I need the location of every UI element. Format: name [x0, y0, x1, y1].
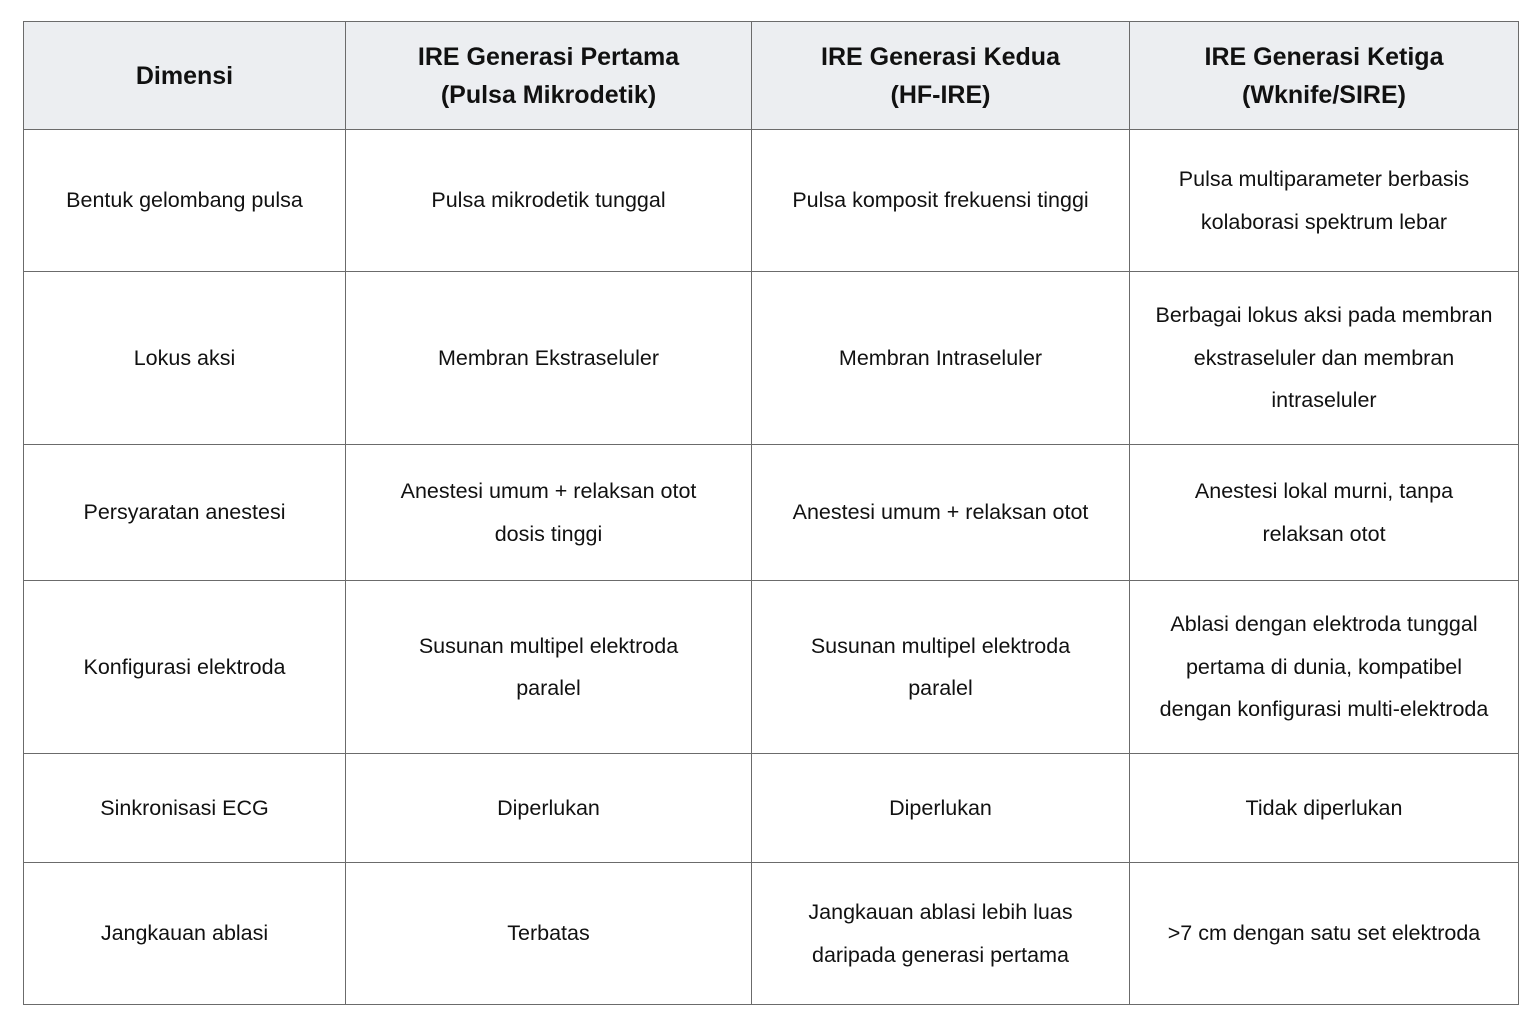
table-cell — [24, 581, 346, 754]
header-text: IRE Generasi Kedua — [821, 42, 1060, 71]
table-cell — [752, 581, 1130, 754]
cell-text: daripada generasi pertama — [812, 942, 1069, 967]
table-cell — [1130, 445, 1519, 581]
cell-text: Bentuk gelombang pulsa — [66, 188, 303, 213]
table-row-konfigurasi-elektroda — [24, 581, 1519, 754]
cell-text: Anestesi lokal murni, tanpa — [1194, 479, 1454, 503]
table-cell — [1130, 754, 1519, 863]
cell-text: Jangkauan ablasi — [100, 921, 269, 946]
cell-text: Pulsa multiparameter berbasis — [1178, 167, 1470, 191]
table-cell — [1130, 863, 1519, 1005]
cell-text: ekstraseluler dan membran — [1193, 345, 1455, 370]
table-cell — [752, 130, 1130, 272]
table-row-persyaratan-anestesi — [24, 445, 1519, 581]
cell-text: Ablasi dengan elektroda tunggal — [1170, 612, 1478, 637]
cell-text: dosis tinggi — [494, 521, 603, 546]
header-text: Dimensi — [135, 61, 234, 90]
table-row-bentuk-gelombang — [24, 130, 1519, 272]
table-row-lokus-aksi — [24, 272, 1519, 445]
table-cell — [1130, 130, 1519, 272]
cell-text: Berbagai lokus aksi pada membran — [1155, 303, 1493, 328]
cell-text: Jangkauan ablasi lebih luas — [808, 900, 1073, 924]
table-cell — [752, 445, 1130, 581]
cell-text: Persyaratan anestesi — [83, 500, 286, 525]
header-subtext: (Pulsa Mikrodetik) — [440, 80, 657, 109]
header-second-generation — [752, 22, 1130, 130]
cell-text: relaksan otot — [1262, 521, 1386, 546]
cell-text: Anestesi umum + relaksan otot — [792, 500, 1089, 525]
table-cell — [24, 272, 346, 445]
table-cell — [346, 581, 752, 754]
header-first-generation — [346, 22, 752, 130]
cell-text: paralel — [516, 676, 581, 700]
table-cell — [346, 130, 752, 272]
comparison-table-container — [23, 21, 1518, 1005]
table-cell — [346, 754, 752, 863]
cell-text: Lokus aksi — [133, 345, 236, 370]
header-third-generation — [1130, 22, 1519, 130]
cell-text: pertama di dunia, kompatibel — [1185, 654, 1463, 679]
header-text: IRE Generasi Ketiga — [1204, 42, 1444, 71]
cell-text: dengan konfigurasi multi-elektroda — [1159, 697, 1489, 722]
cell-text: intraseluler — [1271, 388, 1377, 413]
table-cell — [24, 754, 346, 863]
cell-text: >7 cm dengan satu set elektroda — [1167, 921, 1481, 946]
table-cell — [24, 863, 346, 1005]
table-cell — [24, 130, 346, 272]
cell-text: Membran Intraseluler — [838, 345, 1043, 370]
table-cell — [752, 754, 1130, 863]
cell-text: Diperlukan — [889, 795, 992, 820]
header-text: IRE Generasi Pertama — [417, 42, 680, 71]
table-cell — [752, 272, 1130, 445]
table-cell — [346, 863, 752, 1005]
header-subtext: (Wknife/SIRE) — [1242, 80, 1406, 109]
cell-text: Diperlukan — [497, 795, 600, 820]
table-header-row — [24, 22, 1519, 130]
cell-text: Konfigurasi elektroda — [83, 654, 286, 679]
cell-text: Anestesi umum + relaksan otot — [400, 479, 697, 503]
cell-text: Susunan multipel elektroda — [418, 633, 679, 658]
table-cell — [24, 445, 346, 581]
table-cell — [1130, 272, 1519, 445]
cell-text: Tidak diperlukan — [1245, 795, 1403, 820]
header-subtext: (HF-IRE) — [890, 80, 991, 109]
cell-text: Pulsa mikrodetik tunggal — [431, 188, 666, 213]
table-cell — [1130, 581, 1519, 754]
table-cell — [346, 445, 752, 581]
cell-text: Terbatas — [507, 921, 590, 946]
header-dimensi — [24, 22, 346, 130]
cell-text: Pulsa komposit frekuensi tinggi — [792, 188, 1089, 213]
table-cell — [752, 863, 1130, 1005]
cell-text: paralel — [908, 676, 973, 700]
cell-text: Membran Ekstraseluler — [437, 345, 660, 370]
cell-text: kolaborasi spektrum lebar — [1200, 209, 1448, 234]
table-row-jangkauan-ablasi — [24, 863, 1519, 1005]
table-row-sinkronisasi-ecg — [24, 754, 1519, 863]
cell-text: Sinkronisasi ECG — [100, 795, 269, 820]
table-cell — [346, 272, 752, 445]
ire-generation-comparison-table — [23, 21, 1519, 1005]
cell-text: Susunan multipel elektroda — [810, 633, 1071, 658]
